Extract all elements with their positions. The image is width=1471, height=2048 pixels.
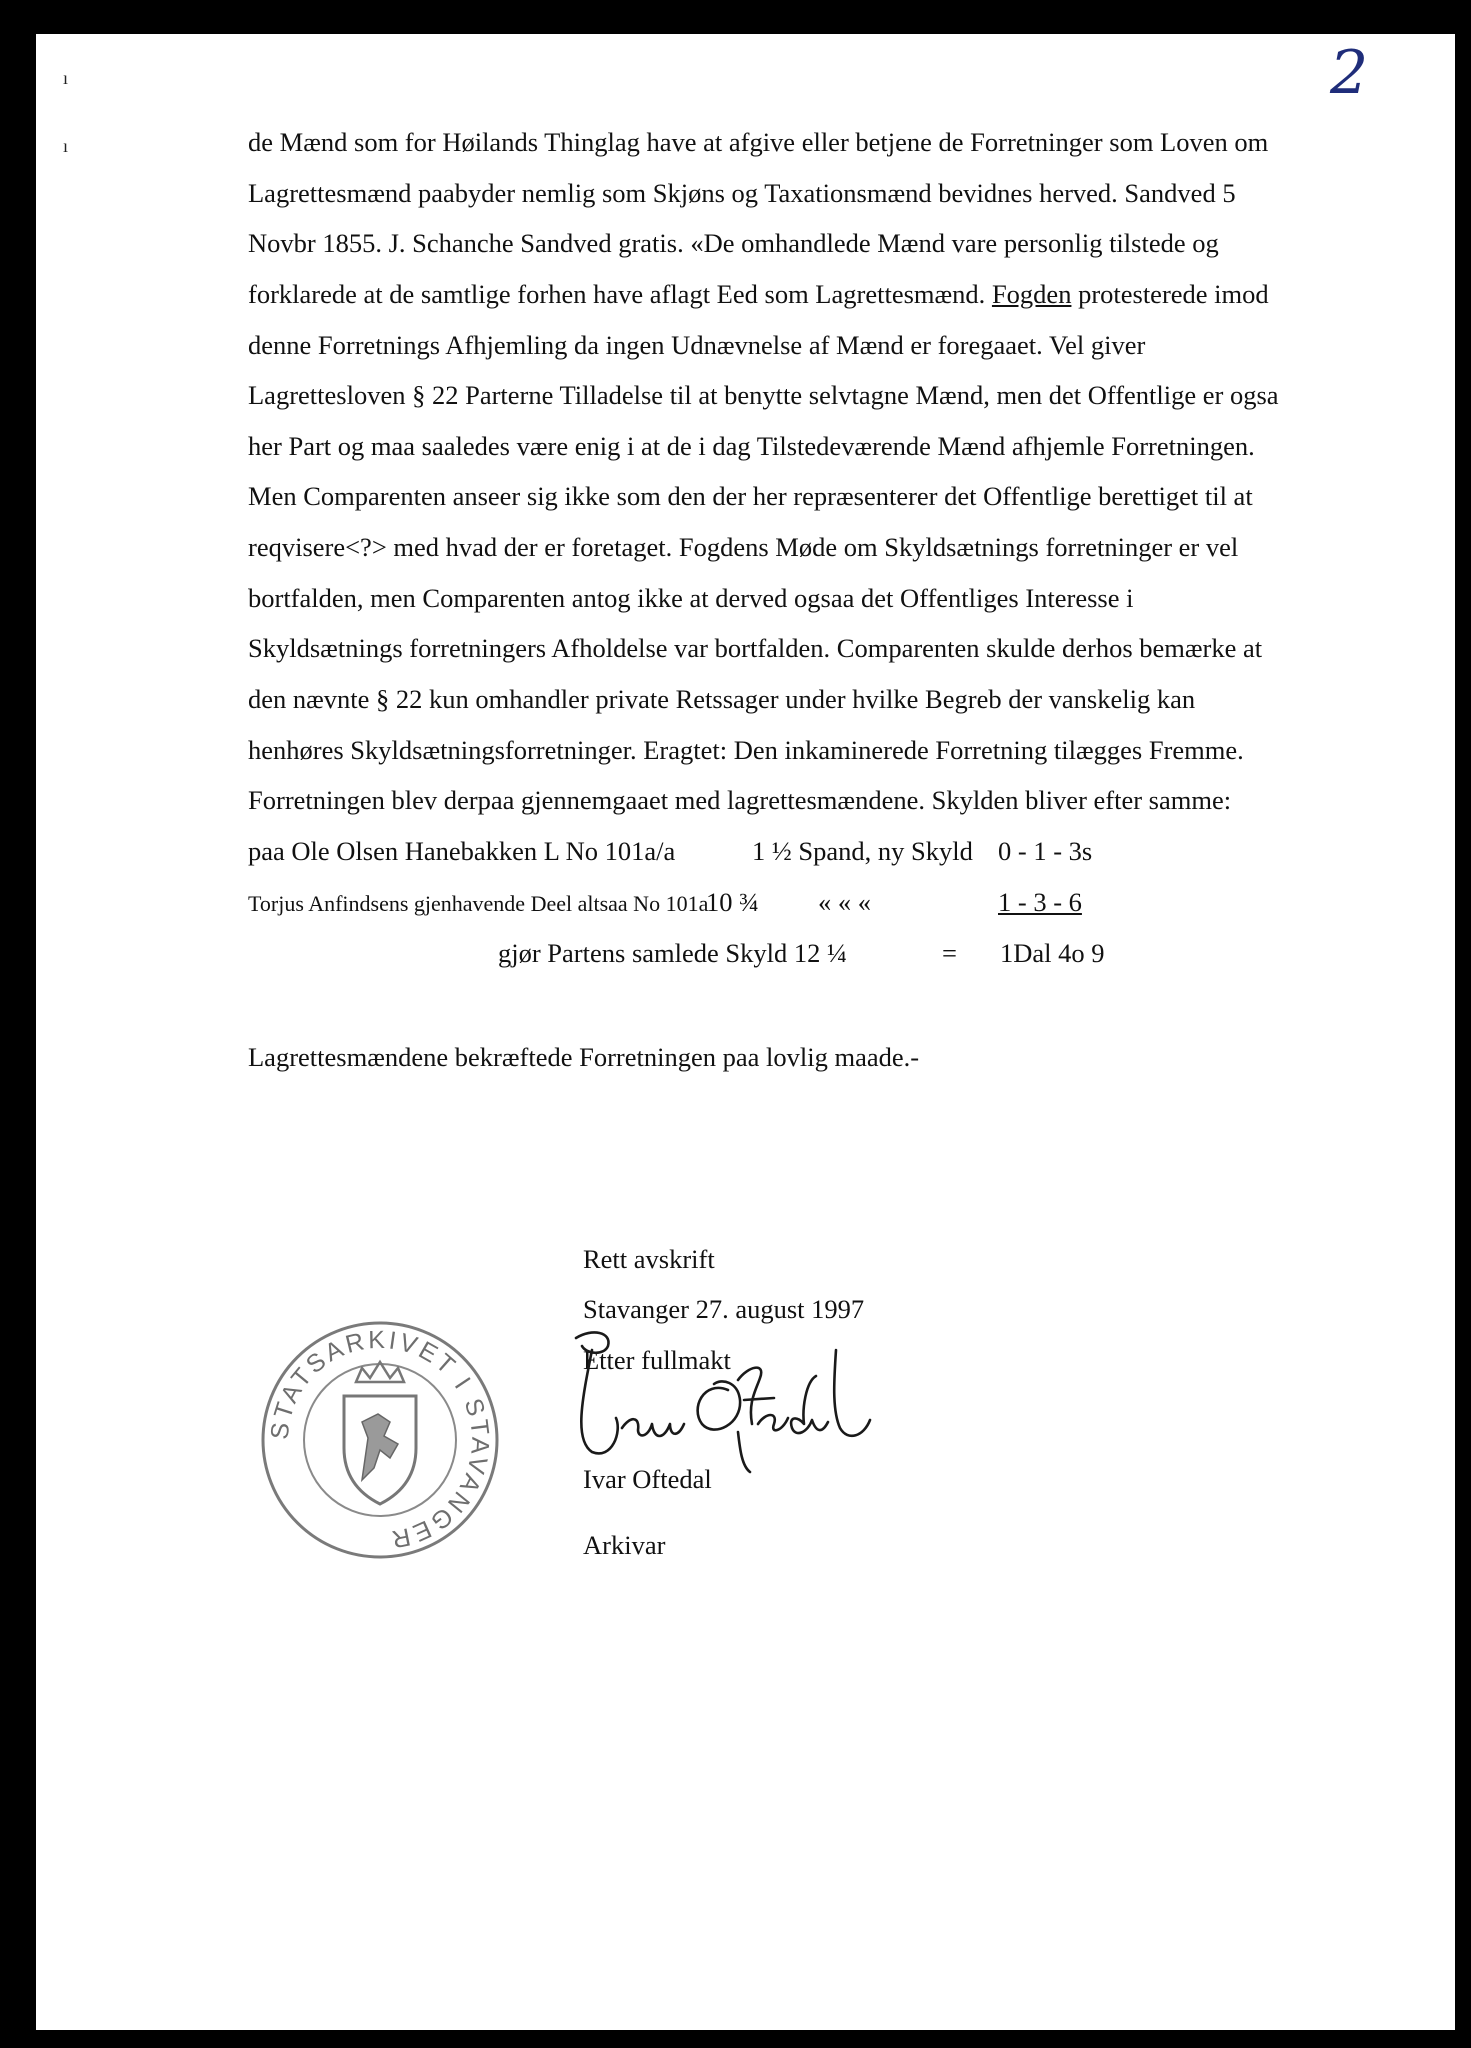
attestation-date: Stavanger 27. august 1997 <box>583 1294 865 1324</box>
body-line: Forretningen blev derpaa gjennemgaaet med lagrettesmændene. Skylden bliver efter samme: <box>248 785 1232 815</box>
attestation-authority: Etter fullmakt <box>583 1345 731 1375</box>
skyld-total-value: 1Dal 4o 9 <box>1000 938 1105 968</box>
skyld-row-value: 1 - 3 - 6 <box>998 887 1082 917</box>
handwritten-signature <box>552 1320 872 1490</box>
body-line: Lagrettesloven § 22 Parterne Tilladelse til at benytte selvtagne Mænd, men det Offentlige er ogsa <box>248 380 1279 410</box>
underlined-word: Fogden <box>991 279 1072 309</box>
body-line: reqvisere<?> med hvad der er foretaget. Fogdens Møde om Skyldsætnings forretninger er vel <box>248 532 1239 562</box>
page-number: 2 <box>1330 38 1369 108</box>
body-line: denne Forretnings Afhjemling da ingen Udnævnelse af Mænd er foregaaet. Vel giver <box>248 330 1146 360</box>
skyld-row-value: 0 - 1 - 3s <box>998 836 1093 866</box>
skyld-total-label: gjør Partens samlede Skyld 12 ¼ <box>498 938 847 968</box>
body-line: den nævnte § 22 kun omhandler private Retssager under hvilke Begreb der vanskelig kan <box>248 684 1196 714</box>
skyld-total-equals: = <box>942 938 957 968</box>
body-line: Novbr 1855. J. Schanche Sandved gratis. «De omhandlede Mænd vare personlig tilstede og <box>248 228 1219 258</box>
body-line: bortfalden, men Comparenten antog ikke at derved ogsaa det Offentliges Interesse i <box>248 583 1134 613</box>
body-line: Skyldsætnings forretningers Afholdelse var bortfalden. Comparenten skulde derhos bemærke at <box>248 633 1263 663</box>
attestation-line: Rett avskrift <box>583 1244 715 1274</box>
signer-title: Arkivar <box>583 1530 666 1560</box>
ditto-marks: « « « <box>818 887 871 917</box>
closing-line: Lagrettesmændene bekræftede Forretningen paa lovlig maade.- <box>248 1042 920 1072</box>
body-line-tail: protesterede imod <box>1071 279 1269 309</box>
body-line: her Part og maa saaledes være enig i at de i dag Tilstedeværende Mænd afhjemle Forretningen. <box>248 431 1255 461</box>
body-line <box>248 279 1269 309</box>
archive-seal-stamp <box>258 1318 502 1562</box>
body-line-text: forklarede at de samtlige forhen have aflagt Eed som Lagrettesmænd. <box>248 279 986 309</box>
seal-lettering: STATSARKIVET I STAVANGER <box>265 1325 495 1554</box>
body-line: henhøres Skyldsætningsforretninger. Eragtet: Den inkaminerede Forretning tilægges Fremme. <box>248 735 1244 765</box>
body-line: Lagrettesmænd paabyder nemlig som Skjøns og Taxationsmænd bevidnes herved. Sandved 5 <box>248 178 1236 208</box>
skyld-row-qty: 10 ¾ <box>706 887 759 917</box>
margin-mark: ı <box>63 68 69 88</box>
skyld-row-qty: 1 ½ Spand, ny Skyld <box>752 836 973 866</box>
margin-mark: ı <box>63 136 69 156</box>
body-line: Men Comparenten anseer sig ikke som den der her repræsenterer det Offentlige berettiget til at <box>248 481 1253 511</box>
signer-name: Ivar Oftedal <box>583 1464 712 1494</box>
skyld-row-label: paa Ole Olsen Hanebakken L No 101a/a <box>248 836 676 866</box>
skyld-row-label: Torjus Anfindsens gjenhavende Deel altsaa No 101a <box>248 891 709 916</box>
body-line: de Mænd som for Høilands Thinglag have at afgive eller betjene de Forretninger som Loven om <box>248 127 1269 157</box>
